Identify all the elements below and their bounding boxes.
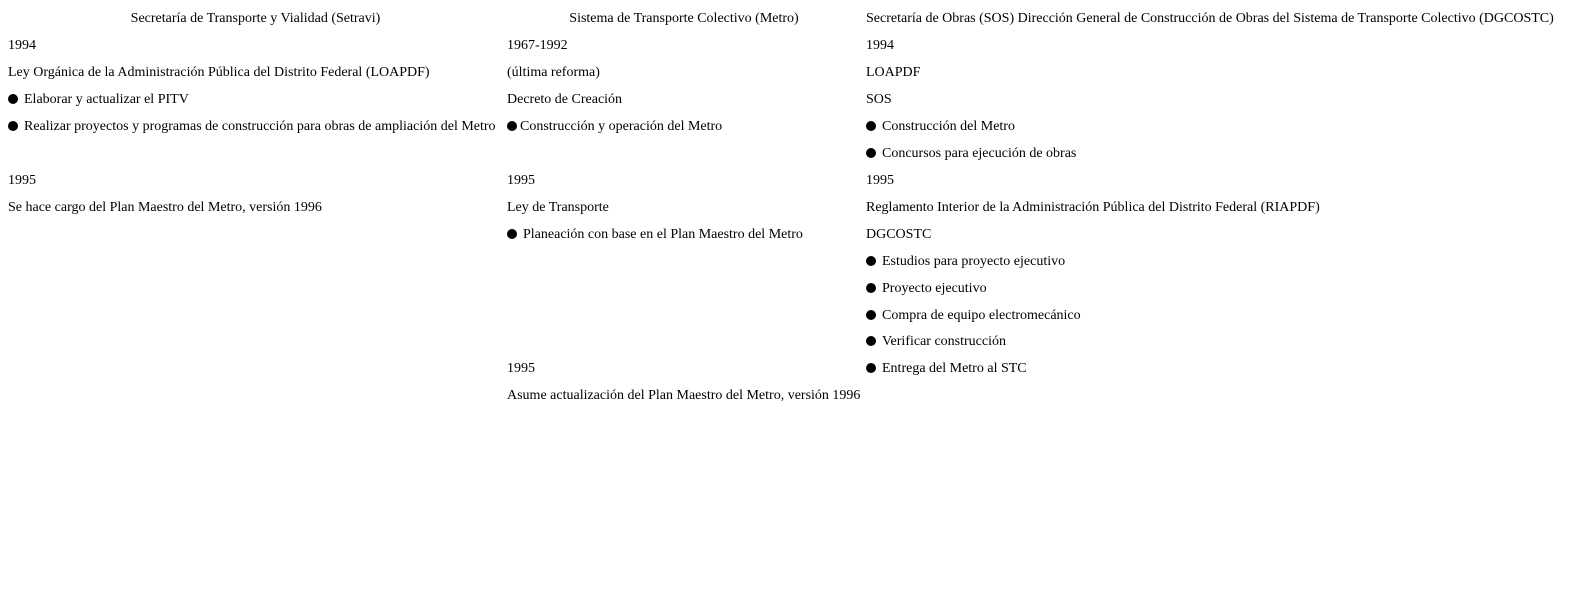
bullet-icon xyxy=(866,148,876,158)
list-item xyxy=(866,281,987,297)
year-label: 1994 xyxy=(866,38,894,53)
law-label: Decreto de Creación xyxy=(507,92,623,107)
bullet-icon xyxy=(866,121,876,131)
law-label: Reglamento Interior de la Administración Pública del Distrito Federal (RIAPDF) xyxy=(866,200,1320,215)
list-item xyxy=(866,119,1015,135)
list-item-text: Estudios para proyecto ejecutivo xyxy=(882,254,1066,269)
bullet-icon xyxy=(8,121,18,131)
list-item-text: Concursos para ejecución de obras xyxy=(882,146,1077,161)
column-header: Sistema de Transporte Colectivo (Metro) xyxy=(569,11,799,26)
bullet-icon xyxy=(507,121,517,131)
list-item-text: Construcción del Metro xyxy=(882,119,1015,134)
list-item-text: Planeación con base en el Plan Maestro del Metro xyxy=(523,227,803,242)
description-label: Asume actualización del Plan Maestro del Metro, versión 1996 xyxy=(507,388,861,403)
column-header: Secretaría de Transporte y Vialidad (Setravi) xyxy=(130,11,381,26)
year-label: 1995 xyxy=(866,173,894,188)
column-header: Secretaría de Obras (SOS) Dirección General de Construcción de Obras del Sistema de Transporte Colectivo (DGCOSTC) xyxy=(866,11,1554,26)
bullet-icon xyxy=(866,336,876,346)
law-label: Ley Orgánica de la Administración Pública del Distrito Federal (LOAPDF) xyxy=(8,65,430,80)
list-item xyxy=(8,92,189,108)
list-item-text: Construcción y operación del Metro xyxy=(520,119,723,134)
bullet-icon xyxy=(507,229,517,239)
year-label: 1995 xyxy=(507,361,535,376)
list-item-text: Realizar proyectos y programas de construcción para obras de ampliación del Metro xyxy=(24,119,496,134)
year-label: 1967-1992 xyxy=(507,38,568,53)
list-item xyxy=(507,119,722,135)
law-label: LOAPDF xyxy=(866,65,921,80)
year-label: 1994 xyxy=(8,38,36,53)
bullet-icon xyxy=(866,363,876,373)
agency-label: SOS xyxy=(866,92,892,107)
list-item xyxy=(866,308,1081,324)
bullet-icon xyxy=(866,256,876,266)
list-item-text: Entrega del Metro al STC xyxy=(882,361,1027,376)
agency-label: DGCOSTC xyxy=(866,227,932,242)
year-label: 1995 xyxy=(8,173,36,188)
bullet-icon xyxy=(8,94,18,104)
list-item xyxy=(507,227,803,243)
description-label: Se hace cargo del Plan Maestro del Metro, versión 1996 xyxy=(8,200,322,215)
list-item xyxy=(866,254,1065,270)
list-item xyxy=(8,119,496,135)
list-item-text: Verificar construcción xyxy=(882,334,1006,349)
list-item xyxy=(866,146,1076,162)
note-label: (última reforma) xyxy=(507,65,600,80)
list-item-text: Compra de equipo electromecánico xyxy=(882,308,1081,323)
list-item xyxy=(866,334,1006,350)
bullet-icon xyxy=(866,310,876,320)
list-item-text: Elaborar y actualizar el PITV xyxy=(24,92,189,107)
list-item-text: Proyecto ejecutivo xyxy=(882,281,987,296)
year-label: 1995 xyxy=(507,173,535,188)
bullet-icon xyxy=(866,283,876,293)
list-item xyxy=(866,361,1027,377)
law-label: Ley de Transporte xyxy=(507,200,609,215)
